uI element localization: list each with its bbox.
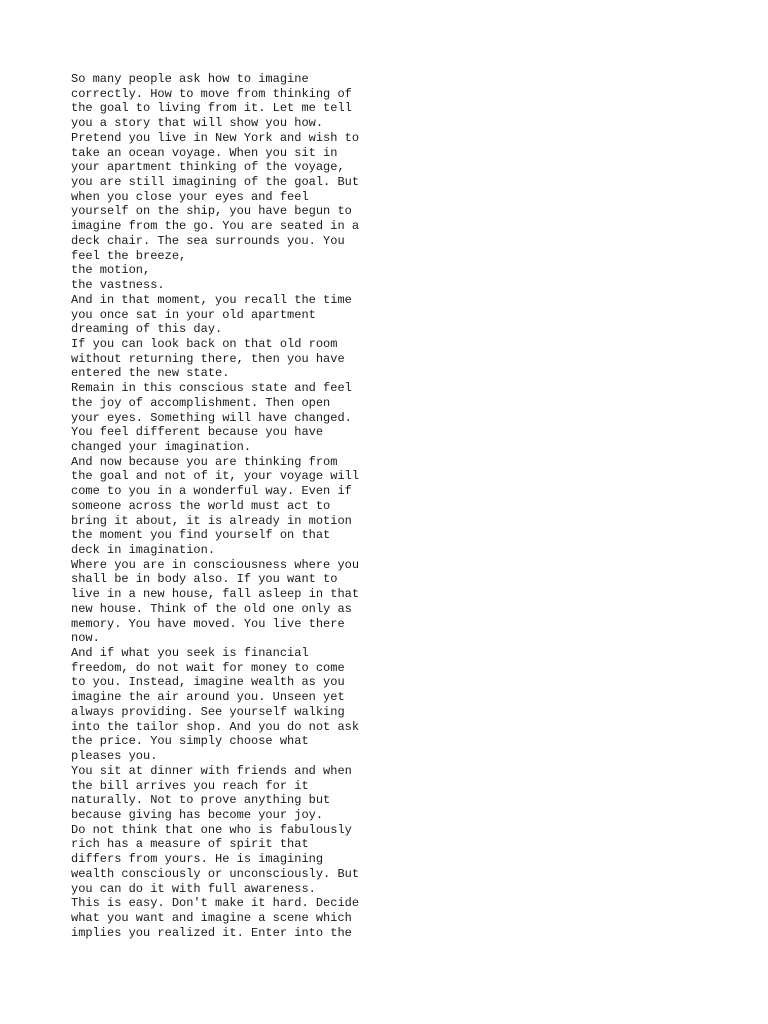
text-line: when you close your eyes and feel bbox=[71, 189, 309, 204]
text-line: the joy of accomplishment. Then open bbox=[71, 395, 331, 410]
text-line: Remain in this conscious state and feel bbox=[71, 381, 352, 396]
text-line: freedom, do not wait for money to come bbox=[71, 660, 345, 675]
body-text bbox=[71, 72, 411, 940]
text-line: dreaming of this day. bbox=[71, 322, 223, 337]
text-line: wealth consciously or unconsciously. But bbox=[71, 866, 360, 881]
text-line: because giving has become your joy. bbox=[71, 807, 324, 822]
text-line: If you can look back on that old room bbox=[71, 336, 338, 351]
text-line: Pretend you live in New York and wish to bbox=[71, 130, 360, 145]
text-line: This is easy. Don't make it hard. Decide bbox=[71, 896, 360, 911]
text-line: your apartment thinking of the voyage, bbox=[71, 160, 345, 175]
text-line: the goal and not of it, your voyage will bbox=[71, 469, 360, 484]
text-line: take an ocean voyage. When you sit in bbox=[71, 145, 338, 160]
text-line: memory. You have moved. You live there bbox=[71, 616, 345, 631]
text-line: into the tailor shop. And you do not ask bbox=[71, 719, 360, 734]
text-line: to you. Instead, imagine wealth as you bbox=[71, 675, 345, 690]
text-line: shall be in body also. If you want to bbox=[71, 572, 338, 587]
text-line: the motion, bbox=[71, 263, 151, 278]
text-line: always providing. See yourself walking bbox=[71, 704, 345, 719]
text-line: implies you realized it. Enter into the bbox=[71, 925, 352, 940]
text-line: the goal to living from it. Let me tell bbox=[71, 101, 352, 116]
text-line: the vastness. bbox=[71, 278, 165, 293]
text-line: deck in imagination. bbox=[71, 543, 216, 557]
text-line: correctly. How to move from thinking of bbox=[71, 86, 352, 101]
text-line: now. bbox=[71, 631, 100, 646]
text-line: imagine the air around you. Unseen yet bbox=[71, 690, 345, 705]
text-line: the bill arrives you reach for it bbox=[71, 778, 309, 793]
text-line: bring it about, it is already in motion bbox=[71, 513, 352, 528]
text-line: you a story that will show you how. bbox=[71, 116, 324, 131]
text-line: So many people ask how to imagine bbox=[71, 72, 309, 86]
text-line: your eyes. Something will have changed. bbox=[71, 410, 352, 425]
text-line: the price. You simply choose what bbox=[71, 734, 309, 749]
text-line: the moment you find yourself on that bbox=[71, 528, 331, 543]
text-line: imagine from the go. You are seated in a bbox=[71, 219, 360, 234]
text-line: You sit at dinner with friends and when bbox=[71, 763, 352, 778]
text-line: without returning there, then you have bbox=[71, 351, 345, 366]
text-line: you are still imagining of the goal. But bbox=[71, 175, 360, 190]
text-line: feel the breeze, bbox=[71, 248, 187, 263]
text-line: naturally. Not to prove anything but bbox=[71, 793, 331, 808]
text-line: pleases you. bbox=[71, 749, 158, 764]
text-line: you can do it with full awareness. bbox=[71, 881, 316, 896]
text-line: Do not think that one who is fabulously bbox=[71, 822, 352, 837]
text-line: deck chair. The sea surrounds you. You bbox=[71, 233, 345, 248]
text-line: someone across the world must act to bbox=[71, 498, 331, 513]
text-line: live in a new house, fall asleep in that bbox=[71, 587, 360, 602]
text-line: Where you are in consciousness where you bbox=[71, 557, 360, 572]
text-line: And if what you seek is financial bbox=[71, 646, 309, 661]
text-line: yourself on the ship, you have begun to bbox=[71, 204, 352, 219]
text-line: new house. Think of the old one only as bbox=[71, 601, 352, 616]
text-line: And now because you are thinking from bbox=[71, 454, 338, 469]
text-line: entered the new state. bbox=[71, 366, 230, 381]
text-line: what you want and imagine a scene which bbox=[71, 910, 352, 925]
text-line: rich has a measure of spirit that bbox=[71, 837, 309, 852]
text-line: you once sat in your old apartment bbox=[71, 307, 316, 322]
text-line: You feel different because you have bbox=[71, 425, 324, 440]
text-line: differs from yours. He is imagining bbox=[71, 852, 324, 867]
text-line: changed your imagination. bbox=[71, 439, 252, 454]
text-line: come to you in a wonderful way. Even if bbox=[71, 484, 352, 499]
text-line: And in that moment, you recall the time bbox=[71, 292, 352, 307]
